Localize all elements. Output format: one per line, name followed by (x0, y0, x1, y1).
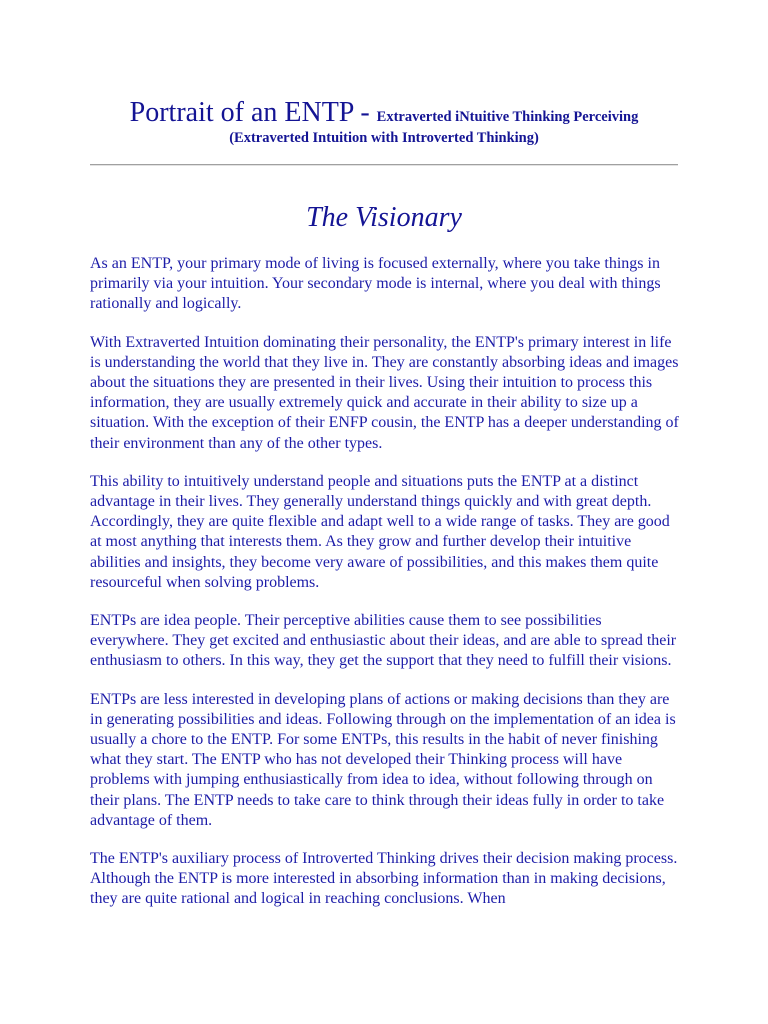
document-header (90, 95, 678, 147)
page-title: Portrait of an ENTP - (129, 97, 377, 128)
paragraph: ENTPs are less interested in developing plans of actions or making decisions than they are in generating possibilities and ideas. Following through on the implementation of an idea is usually a chore to the ENTP. For some ENTPs, this results in the habit of never finishing what they start. The ENTP who has not developed their Thinking process will have problems with jumping enthusiastically from idea to idea, without following through on their plans. The ENTP needs to take care to think through their ideas fully in order to take advantage of them. (90, 690, 676, 829)
horizontal-rule (90, 164, 678, 166)
section-heading: The Visionary (306, 202, 462, 233)
page-subtitle: (Extraverted Intuition with Introverted Thinking) (229, 130, 539, 146)
paragraph: This ability to intuitively understand people and situations puts the ENTP at a distinct advantage in their lives. They generally understand things quickly and with great depth. Accordingly, they are quite flexible and adapt well to a wide range of tasks. They are good at most anything that interests them. As they grow and further develop their intuitive abilities and insights, they become very aware of possibilities, and this makes them quite resourceful when solving problems. (90, 472, 670, 591)
paragraph: As an ENTP, your primary mode of living is focused externally, where you take things in primarily via your intuition. Your secondary mode is internal, where you deal with things rationally and logically. (90, 255, 661, 313)
paragraph: ENTPs are idea people. Their perceptive abilities cause them to see possibilities everywhere. They get excited and enthusiastic about their ideas, and are able to spread their enthusiasm to others. In this way, they get the support that they need to fulfill their visions. (90, 612, 677, 670)
paragraph: The ENTP's auxiliary process of Introverted Thinking drives their decision making process. Although the ENTP is more interested in absorbing information than in making decisions, they are quite rational and logical in reaching conclusions. When (90, 850, 678, 908)
page-title-type: Extraverted iNtuitive Thinking Perceiving (376, 109, 639, 125)
document-body (90, 254, 680, 928)
paragraph: With Extraverted Intuition dominating their personality, the ENTP's primary interest in life is understanding the world that they live in. They are constantly absorbing ideas and images about the situations they are presented in their lives. Using their intuition to process this information, they are usually extremely quick and accurate in their ability to size up a situation. With the exception of their ENFP cousin, the ENTP has a deeper understanding of their environment than any of the other types. (90, 333, 679, 452)
